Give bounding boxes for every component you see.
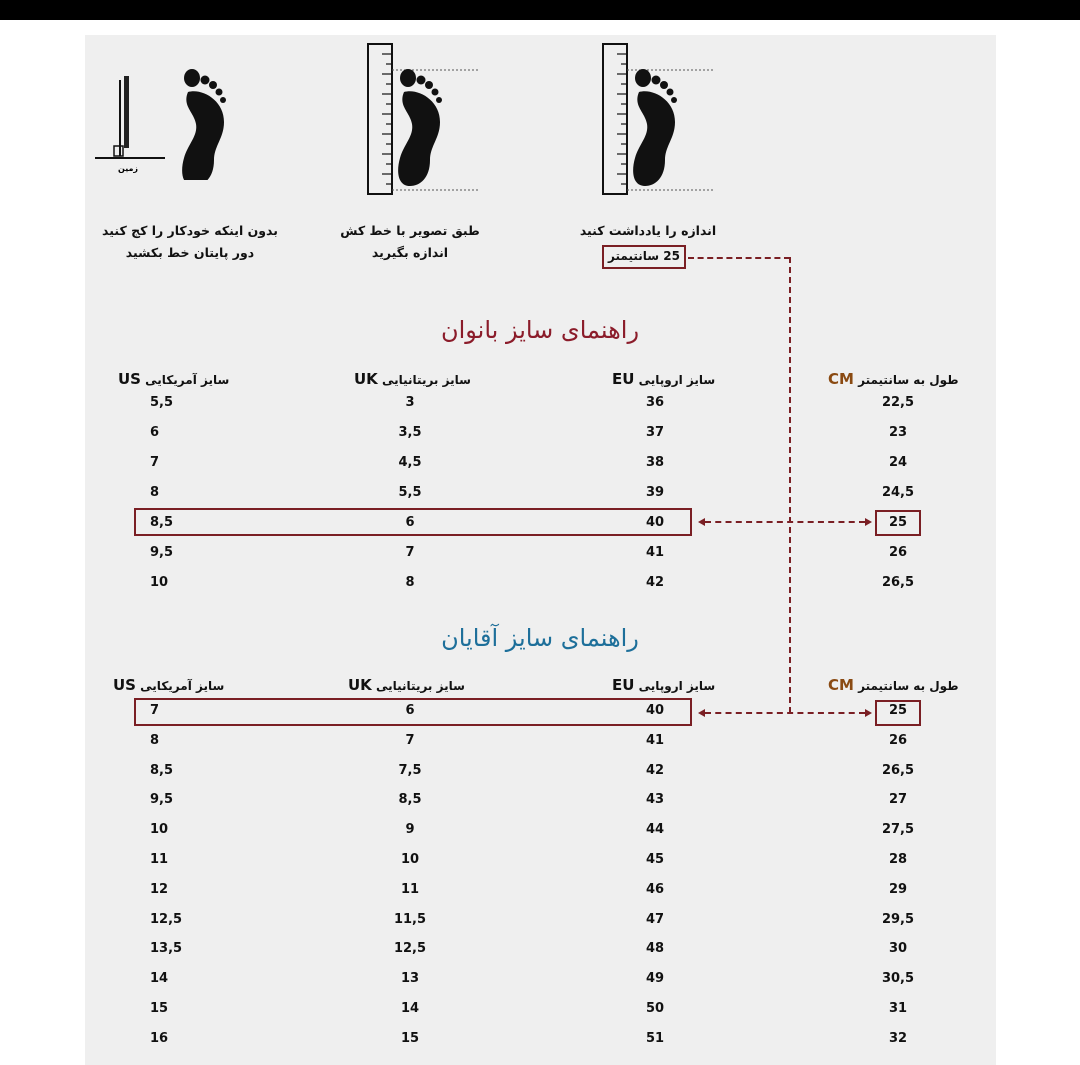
step-trace-line1: بدون اینکه خودکار را کج کنید — [102, 223, 278, 238]
uk-header-text: سایز بریتانیایی — [377, 373, 471, 387]
men-header-cm — [828, 676, 959, 694]
men-cell-us: 16 — [150, 1030, 169, 1046]
men-cell-eu: 46 — [645, 881, 665, 897]
step-record-caption — [543, 220, 753, 242]
women-cell-eu: 36 — [645, 395, 665, 410]
uk-header-text: سایز بریتانیایی — [371, 679, 465, 693]
men-cell-cm: 32 — [888, 1030, 908, 1046]
men-cm-highlight — [875, 700, 921, 726]
men-cell-uk: 8,5 — [398, 792, 422, 808]
step-measure-line2: اندازه بگیرید — [371, 245, 449, 260]
foot-icon — [398, 69, 442, 186]
women-cell-eu: 39 — [645, 485, 665, 500]
men-arrow-right-icon — [865, 709, 872, 717]
women-cell-eu: 38 — [645, 455, 665, 470]
men-cell-uk: 9 — [405, 822, 415, 838]
men-cell-cm: 27 — [888, 792, 908, 808]
women-cell-uk: 3 — [405, 395, 415, 410]
us-header-text: سایز آمریکایی — [135, 679, 225, 693]
connector-top — [688, 257, 790, 259]
women-header-uk — [354, 370, 471, 388]
women-row-highlight — [134, 508, 692, 536]
top-black-bar — [0, 0, 1080, 20]
men-cell-eu: 40 — [645, 703, 665, 718]
men-cell-eu: 50 — [645, 1001, 665, 1016]
us-header-text: سایز آمریکایی — [140, 373, 230, 387]
men-cell-eu: 41 — [645, 732, 665, 748]
men-cell-us: 11 — [150, 852, 169, 867]
women-cell-us: 9,5 — [150, 545, 174, 560]
men-cell-cm: 30,5 — [881, 971, 915, 987]
men-cell-cm: 29,5 — [881, 911, 915, 927]
step-trace-line2: دور پایتان خط بکشید — [125, 245, 255, 260]
women-cell-uk: 3,5 — [398, 425, 422, 440]
men-cell-us: 13,5 — [150, 941, 183, 957]
women-cell-uk: 7 — [405, 545, 415, 560]
women-connector — [705, 521, 865, 523]
women-cell-uk: 8 — [405, 575, 415, 590]
step-measure-line1: طبق تصویر با خط کش — [340, 223, 480, 238]
women-cell-us: 5,5 — [150, 395, 174, 410]
women-cell-us: 8,5 — [150, 515, 174, 530]
men-cell-cm: 30 — [888, 941, 908, 957]
men-cell-uk: 14 — [400, 1001, 420, 1016]
men-cell-uk: 13 — [400, 971, 420, 987]
women-cell-uk: 5,5 — [398, 485, 422, 500]
men-cell-us: 8,5 — [150, 762, 174, 778]
men-cell-eu: 42 — [645, 762, 665, 778]
cm-header-latin: CM — [828, 370, 854, 388]
women-cell-cm: 26 — [888, 545, 908, 560]
men-header-uk — [348, 676, 465, 694]
men-cell-cm: 25 — [888, 703, 908, 718]
cm-header-text: طول به سانتیمتر — [853, 373, 959, 387]
pen-icon — [124, 76, 129, 148]
men-cell-uk: 10 — [400, 852, 420, 867]
men-arrow-left-icon — [698, 709, 705, 717]
women-cell-cm: 24,5 — [881, 485, 915, 500]
men-cell-us: 8 — [150, 732, 160, 748]
ruler-record-illustration — [595, 40, 745, 200]
women-cell-us: 6 — [150, 425, 160, 440]
men-cell-uk: 7 — [405, 732, 415, 748]
eu-header-text: سایز اروپایی — [634, 373, 716, 387]
men-cell-uk: 15 — [400, 1030, 420, 1046]
eu-header-text: سایز اروپایی — [634, 679, 716, 693]
women-header-us — [118, 370, 229, 388]
men-cell-us: 9,5 — [150, 792, 174, 808]
men-cell-uk: 11 — [400, 881, 420, 897]
men-row-highlight — [134, 698, 692, 726]
women-cell-cm: 26,5 — [881, 575, 915, 590]
recorded-length-box: 25 سانتیمتر — [602, 245, 686, 269]
women-cell-eu: 41 — [645, 545, 665, 560]
women-cell-uk: 4,5 — [398, 455, 422, 470]
men-cell-eu: 47 — [645, 911, 665, 927]
women-cell-eu: 40 — [645, 515, 665, 530]
eu-header-latin: EU — [612, 370, 635, 388]
step-record-line1: اندازه را یادداشت کنید — [579, 223, 717, 238]
step-trace-caption — [85, 220, 295, 264]
men-connector — [705, 712, 865, 714]
men-cell-us: 14 — [150, 971, 169, 987]
men-header-us — [113, 676, 224, 694]
women-cell-cm: 23 — [888, 425, 908, 440]
ruler-icon — [603, 44, 627, 194]
cm-header-latin: CM — [828, 676, 854, 694]
ruler-icon — [368, 44, 392, 194]
men-cell-uk: 6 — [405, 703, 415, 718]
men-cell-us: 10 — [150, 822, 169, 838]
men-cell-us: 12,5 — [150, 911, 183, 927]
women-cell-uk: 6 — [405, 515, 415, 530]
men-cell-uk: 7,5 — [398, 762, 422, 778]
women-arrow-left-icon — [698, 518, 705, 526]
women-cell-us: 10 — [150, 575, 169, 590]
men-cell-eu: 51 — [645, 1030, 665, 1046]
step-measure-caption — [305, 220, 515, 264]
women-cell-cm: 24 — [888, 455, 908, 470]
women-header-eu — [612, 370, 715, 388]
women-arrow-right-icon — [865, 518, 872, 526]
ruler-measure-illustration — [360, 40, 510, 200]
size-guide-sheet — [85, 35, 996, 1065]
men-cell-eu: 44 — [645, 822, 665, 838]
men-cell-us: 15 — [150, 1001, 169, 1016]
men-cell-cm: 28 — [888, 852, 908, 867]
men-cell-us: 12 — [150, 881, 169, 897]
women-cell-eu: 37 — [645, 425, 665, 440]
men-cell-uk: 11,5 — [393, 911, 427, 927]
women-cell-us: 7 — [150, 455, 160, 470]
men-cell-cm: 31 — [888, 1001, 908, 1016]
uk-header-latin: UK — [348, 676, 372, 694]
men-cell-cm: 29 — [888, 881, 908, 897]
women-guide-title: راهنمای سایز بانوان — [440, 316, 640, 344]
women-cell-cm: 22,5 — [881, 395, 915, 410]
women-cm-highlight — [875, 510, 921, 536]
ground-label: زمین — [118, 164, 139, 173]
women-cell-eu: 42 — [645, 575, 665, 590]
men-header-eu — [612, 676, 715, 694]
men-cell-us: 7 — [150, 703, 160, 718]
men-cell-cm: 26,5 — [881, 762, 915, 778]
eu-header-latin: EU — [612, 676, 635, 694]
foot-icon — [182, 69, 226, 180]
men-cell-eu: 48 — [645, 941, 665, 957]
cm-header-text: طول به سانتیمتر — [853, 679, 959, 693]
men-cell-cm: 26 — [888, 732, 908, 748]
foot-icon — [633, 69, 677, 186]
women-cell-cm: 25 — [888, 515, 908, 530]
women-header-cm — [828, 370, 959, 388]
us-header-latin: US — [113, 676, 136, 694]
women-cell-us: 8 — [150, 485, 160, 500]
men-cell-eu: 45 — [645, 852, 665, 867]
pen-trace-illustration — [90, 60, 250, 180]
uk-header-latin: UK — [354, 370, 378, 388]
us-header-latin: US — [118, 370, 141, 388]
men-cell-eu: 43 — [645, 792, 665, 808]
men-cell-cm: 27,5 — [881, 822, 915, 838]
men-cell-uk: 12,5 — [393, 941, 427, 957]
men-guide-title: راهنمای سایز آقایان — [441, 624, 639, 652]
men-cell-eu: 49 — [645, 971, 665, 987]
